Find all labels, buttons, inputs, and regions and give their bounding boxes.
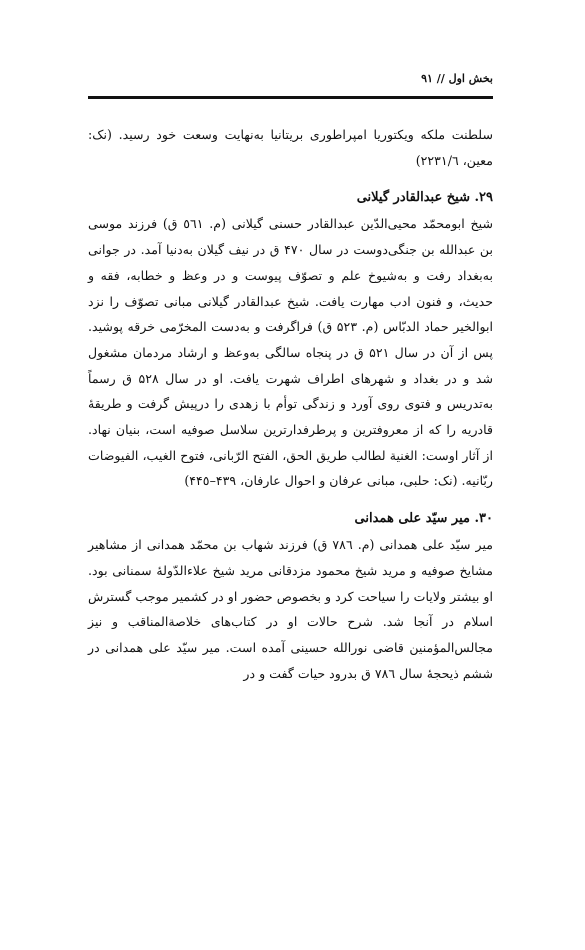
header-rule xyxy=(88,96,493,99)
section-heading-hamadani: ۳۰. میر سیّد علی همدانی xyxy=(354,511,493,527)
section-body-hamadani: میر سیّد علی همدانی (م. ۷۸٦ ق) فرزند شهاب بن محمّد همدانی از مشاهیر مشایخ صوفیه و مرید شیخ محمود مزدقانی مرید شیخ علاءالدّولهٔ سمنانی بود. او بیشتر ولایات را سیاحت کرد و بخصوص حضور او در کشمیر موجب گسترش اسلام در آنجا شد. شرح حالات او در کتاب‌های خلاصةالمناقب و نیز مجالس‌المؤمنین قاضی نورالله حسینی آمده است. میر سیّد علی همدانی در ششم ذیحجهٔ سال ۷۸٦ ق بدرود حیات گفت و در xyxy=(88,537,493,681)
section-body-gilani: شیخ ابومحمّد محیی‌الدّین عبدالقادر حسنی گیلانی (م. ٥٦١ ق) فرزند موسی بن عبدالله بن جنگی‌دوست در سال ۴۷۰ ق در نیف گیلان به‌دنیا آمد. در جوانی به‌بغداد رفت و به‌شیوخ علم و تصوّف پیوست و در وعظ و خطابه، فقه و حدیث، و فنون ادب مهارت یافت. شیخ عبدالقادر گیلانی مبانی تصوّف را نزد ابوالخیر حماد الدبّاس (م. ۵۲۳ ق) فراگرفت و به‌دست المخرّمی خرقه پوشید. پس از آن در سال ۵۲۱ ق در پنجاه سالگی به‌وعظ و ارشاد مردمان مشغول شد و در بغداد و شهرهای اطراف شهرت یافت. او در سال ۵۲۸ ق رسماً به‌تدریس و فتوی روی آورد و زندگی توأم با زهدی را درپیش گرفت و طریقهٔ قادریه را که از معروفترین و پرطرفدارترین سلاسل صوفیه است، بنیان نهاد. از آثار اوست: الغنیة لطالب طریق الحق، الفتح الرّبانی، فتوح الغیب، الفیوضات ربّانیه. (نک: حلبی، مبانی عرفان و احوال عارفان، ۴۳۹–۴۴٥) xyxy=(88,216,494,489)
section-heading-gilani: ۲۹. شیخ عبدالقادر گیلانی xyxy=(356,190,493,206)
intro-paragraph: سلطنت ملکه ویکتوریا امپراطوری بریتانیا به‌نهایت وسعت خود رسید. (نک: معین، ۲۲۳۱/٦) xyxy=(88,127,493,168)
running-head: بخش اول // ۹۱ xyxy=(421,72,493,85)
page-body xyxy=(88,122,493,686)
